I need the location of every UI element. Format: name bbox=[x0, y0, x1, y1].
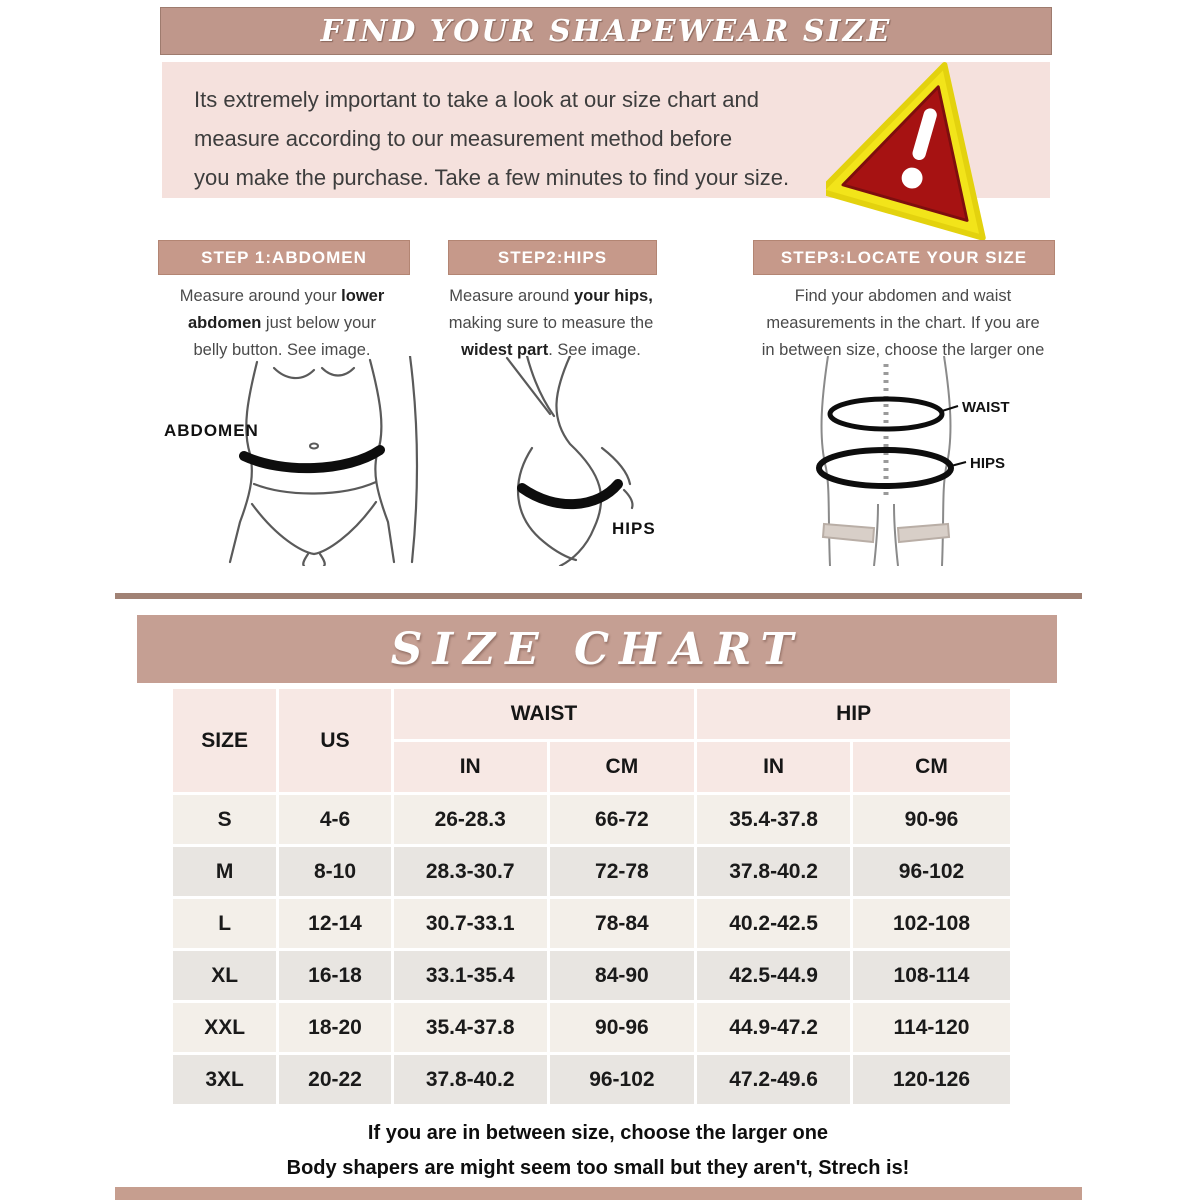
cell-size: XL bbox=[173, 951, 276, 1000]
col-header-waist-cm: CM bbox=[550, 742, 695, 792]
step-body-line: making sure to measure the bbox=[448, 314, 654, 332]
cell-size: XXL bbox=[173, 1003, 276, 1052]
step2-title: STEP2:HIPS bbox=[497, 247, 608, 267]
cell-size: L bbox=[173, 899, 276, 948]
step3-body bbox=[728, 283, 1078, 364]
step-body-line: in between size, choose the larger one bbox=[761, 341, 1045, 359]
step1-title: STEP 1:ABDOMEN bbox=[201, 247, 367, 267]
cell-waist_in: 33.1-35.4 bbox=[394, 951, 547, 1000]
cell-hip_in: 37.8-40.2 bbox=[697, 847, 850, 896]
cell-hip_cm: 96-102 bbox=[853, 847, 1010, 896]
intro-paragraph bbox=[194, 80, 789, 197]
step-body-line: Measure around your hips, bbox=[449, 287, 653, 305]
hips-figure-label: HIPS bbox=[612, 519, 656, 538]
abdomen-figure bbox=[162, 356, 442, 571]
size-row-m bbox=[173, 847, 1010, 896]
intro-line: Its extremely important to take a look at our size chart and bbox=[194, 87, 759, 112]
cell-waist_cm: 66-72 bbox=[550, 795, 695, 844]
size-row-l bbox=[173, 899, 1010, 948]
step-body-line: Find your abdomen and waist bbox=[794, 287, 1012, 305]
col-header-hip-cm: CM bbox=[853, 742, 1010, 792]
col-header-waist: WAIST bbox=[394, 689, 694, 739]
page-title: FIND YOUR SHAPEWEAR SIZE bbox=[320, 13, 892, 49]
step3-header bbox=[753, 240, 1055, 275]
cell-waist_cm: 90-96 bbox=[550, 1003, 695, 1052]
step1-body bbox=[132, 283, 432, 364]
cell-us: 12-14 bbox=[279, 899, 391, 948]
step-body-line: belly button. See image. bbox=[193, 341, 371, 359]
intro-line: you make the purchase. Take a few minutes to find your size. bbox=[194, 165, 790, 190]
cell-waist_cm: 72-78 bbox=[550, 847, 695, 896]
col-header-us: US bbox=[279, 689, 391, 792]
cell-hip_cm: 120-126 bbox=[853, 1055, 1010, 1104]
footer-note-1: If you are in between size, choose the larger one bbox=[367, 1122, 829, 1144]
step-body-line: Measure around your lower bbox=[179, 287, 385, 305]
cell-size: S bbox=[173, 795, 276, 844]
cell-size: 3XL bbox=[173, 1055, 276, 1104]
abdomen-measure-band bbox=[244, 450, 380, 468]
step-body-line: abdomen just below your bbox=[188, 314, 376, 332]
cell-size: M bbox=[173, 847, 276, 896]
cell-hip_cm: 90-96 bbox=[853, 795, 1010, 844]
waist-label: WAIST bbox=[962, 399, 1010, 416]
cell-waist_in: 26-28.3 bbox=[394, 795, 547, 844]
size-chart-band bbox=[137, 615, 1057, 683]
col-header-hip: HIP bbox=[697, 689, 1010, 739]
step-body-line: measurements in the chart. If you are bbox=[766, 314, 1040, 332]
cell-hip_cm: 114-120 bbox=[853, 1003, 1010, 1052]
size-row-3xl bbox=[173, 1055, 1010, 1104]
hips-label: HIPS bbox=[970, 455, 1006, 472]
cell-hip_in: 40.2-42.5 bbox=[697, 899, 850, 948]
col-header-hip-in: IN bbox=[697, 742, 850, 792]
size-row-s bbox=[173, 795, 1010, 844]
cell-hip_in: 35.4-37.8 bbox=[697, 795, 850, 844]
size-row-xxl bbox=[173, 1003, 1010, 1052]
cell-waist_cm: 96-102 bbox=[550, 1055, 695, 1104]
cell-us: 20-22 bbox=[279, 1055, 391, 1104]
size-chart-table bbox=[170, 686, 1013, 1107]
cell-waist_in: 30.7-33.1 bbox=[394, 899, 547, 948]
cell-us: 8-10 bbox=[279, 847, 391, 896]
hips-figure bbox=[452, 356, 672, 571]
cell-hip_in: 42.5-44.9 bbox=[697, 951, 850, 1000]
cell-hip_cm: 108-114 bbox=[853, 951, 1010, 1000]
step2-body bbox=[418, 283, 684, 364]
cell-us: 16-18 bbox=[279, 951, 391, 1000]
cell-hip_in: 44.9-47.2 bbox=[697, 1003, 850, 1052]
hips-measure-band bbox=[522, 484, 618, 504]
col-header-waist-in: IN bbox=[394, 742, 547, 792]
cell-us: 18-20 bbox=[279, 1003, 391, 1052]
size-row-xl bbox=[173, 951, 1010, 1000]
intro-line: measure according to our measurement method before bbox=[194, 126, 733, 151]
cell-hip_in: 47.2-49.6 bbox=[697, 1055, 850, 1104]
banner-title-bar bbox=[160, 7, 1052, 55]
cell-waist_cm: 84-90 bbox=[550, 951, 695, 1000]
size-chart-title: SIZE CHART bbox=[390, 623, 804, 675]
step-body-line: widest part. See image. bbox=[461, 341, 641, 359]
cell-waist_in: 28.3-30.7 bbox=[394, 847, 547, 896]
footer-note-2: Body shapers are might seem too small but they aren't, Strech is! bbox=[286, 1157, 910, 1179]
cell-hip_cm: 102-108 bbox=[853, 899, 1010, 948]
col-header-size: SIZE bbox=[173, 689, 276, 792]
abdomen-figure-label: ABDOMEN bbox=[164, 421, 259, 440]
step2-header bbox=[448, 240, 657, 275]
locate-size-figure bbox=[766, 356, 1026, 571]
warning-triangle-icon bbox=[826, 52, 1016, 242]
cell-us: 4-6 bbox=[279, 795, 391, 844]
cell-waist_in: 35.4-37.8 bbox=[394, 1003, 547, 1052]
section-divider bbox=[115, 593, 1082, 599]
cell-waist_in: 37.8-40.2 bbox=[394, 1055, 547, 1104]
cell-waist_cm: 78-84 bbox=[550, 899, 695, 948]
step1-header bbox=[158, 240, 410, 275]
step3-title: STEP3:LOCATE YOUR SIZE bbox=[780, 247, 1028, 267]
bottom-accent-bar bbox=[115, 1187, 1082, 1200]
